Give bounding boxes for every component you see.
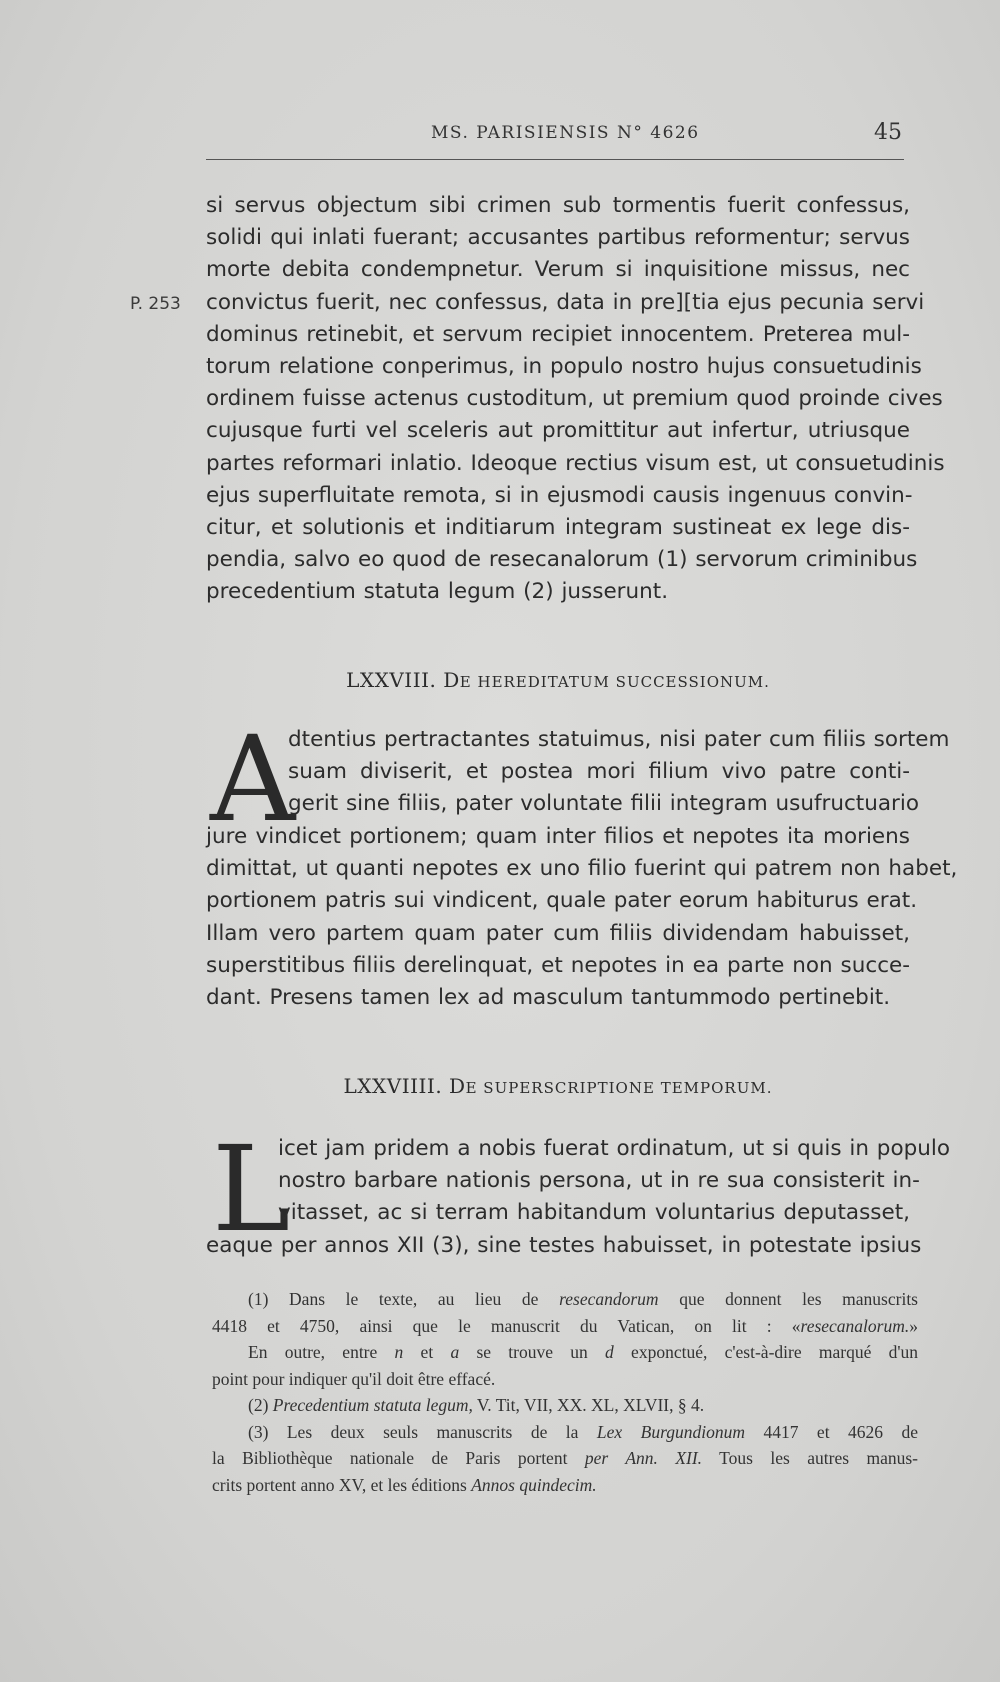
section-number: LXXVIIII. (343, 1074, 443, 1098)
footnote-text: (1) Dans le texte, au lieu de (248, 1289, 560, 1309)
section-title-initial: D (443, 668, 460, 692)
paragraph-hereditatum-opening (288, 724, 950, 821)
section-title-initial: D (449, 1074, 466, 1098)
footnote-text: En outre, entre (248, 1342, 395, 1362)
paragraph-temporum-opening (278, 1133, 950, 1230)
text-line: ordinem fuisse actenus custoditum, ut premium quod proinde cives (206, 386, 943, 412)
text-line: citur, et solutionis et inditiarum integram sustineat ex lege dis- (206, 515, 910, 541)
drop-cap-a: A (210, 710, 296, 848)
footnote-italic: d (605, 1342, 614, 1362)
footnote-1-cont (212, 1313, 918, 1340)
margin-page-reference: P. 253 (130, 294, 181, 314)
paragraph-temporum (206, 1230, 922, 1262)
text-line: cujusque furti vel sceleris aut promittitur aut infertur, utriusque (206, 418, 910, 444)
section-heading-lxxviiii (206, 1074, 910, 1098)
text-line: eaque per annos XII (3), sine testes habuisset, in potestate ipsius (206, 1233, 922, 1258)
page-header (206, 120, 906, 156)
footnote-text: crits portent anno XV, et les éditions (212, 1474, 472, 1495)
text-line: dant. Presens tamen lex ad masculum tantummodo pertinebit. (206, 985, 891, 1011)
footnote-text: 4418 et 4750, ainsi que le manuscrit du Vatican, on lit : « (212, 1315, 801, 1336)
text-line: dominus retinebit, et servum recipiet innocentem. Preterea mul- (206, 321, 910, 347)
footnote-italic: a (450, 1342, 460, 1362)
footnote-3-cont (212, 1445, 918, 1472)
footnote-3 (212, 1419, 918, 1446)
text-line: solidi qui inlati fuerant; accusantes partibus reformentur; servus (206, 225, 910, 251)
footnote-text: et (403, 1342, 451, 1362)
text-line: morte debita condempnetur. Verum si inquisitione missus, nec (206, 257, 910, 283)
section-number: LXXVIII. (346, 668, 437, 692)
section-title: E HEREDITATUM SUCCESSIONUM. (459, 673, 770, 691)
text-line: precedentium statuta legum (2) jusserunt. (206, 579, 669, 605)
text-line: si servus objectum sibi crimen sub tormentis fuerit confessus, (206, 193, 910, 218)
footnote-text: » (909, 1315, 918, 1336)
text-line: partes reformari inlatio. Ideoque rectius visum est, ut consuetudinis (206, 450, 945, 476)
text-line: gerit sine filiis, pater voluntate filii integram usufructuario (288, 791, 920, 817)
text-line: ejus superfluitate remota, si in ejusmodi causis ingenuus convin- (206, 482, 913, 508)
footnote-text: exponctué, c'est-à-dire marqué d'un (613, 1342, 919, 1362)
footnote-2 (212, 1392, 918, 1419)
footnote-italic: Precedentium statuta legum, (272, 1395, 473, 1415)
footnote-text: que donnent les manuscrits (658, 1289, 918, 1309)
footnote-italic: resecanalorum. (800, 1315, 910, 1336)
footnote-text: Tous les autres manus- (702, 1448, 918, 1468)
footnote-text: (2) (248, 1395, 273, 1415)
text-line: dtentius pertractantes statuimus, nisi pater cum filiis sortem (288, 727, 950, 752)
text-line: vitasset, ac si terram habitandum voluntarius deputasset, (278, 1200, 910, 1226)
footnotes (212, 1286, 918, 1498)
footnote-text: la Bibliothèque nationale de Paris portent (212, 1448, 585, 1468)
text-line: portionem patris sui vindicent, quale pater eorum habiturus erat. (206, 888, 918, 914)
running-title: MS. PARISIENSIS N° 4626 (431, 123, 700, 143)
header-rule (206, 159, 904, 160)
paragraph-continuation (206, 190, 945, 609)
footnote-text: 4417 et 4626 de (745, 1421, 919, 1442)
text-line: nostro barbare nationis persona, ut in re sua consisterit in- (278, 1168, 920, 1194)
text-line: jure vindicet portionem; quam inter filios et nepotes ita moriens (206, 824, 910, 849)
footnote-text: V. Tit, VII, XX. XL, XLVII, § 4. (472, 1395, 705, 1415)
footnote-text: (3) Les deux seuls manuscrits de la (248, 1421, 597, 1442)
text-line: suam diviserit, et postea mori filium vivo patre conti- (288, 759, 910, 785)
text-line: dimittat, ut quanti nepotes ex uno filio fuerint qui patrem non habet, (206, 856, 958, 882)
text-line: Illam vero partem quam pater cum filiis dividendam habuisset, (206, 920, 910, 946)
text-line: pendia, salvo eo quod de resecanalorum (1) servorum criminibus (206, 547, 918, 573)
footnote-3-end (212, 1472, 918, 1499)
footnote-text: se trouve un (459, 1342, 606, 1362)
text-line: convictus fuerit, nec confessus, data in pre][tia ejus pecunia servi (206, 289, 925, 315)
footnote-italic: Annos quindecim. (471, 1474, 597, 1495)
page-number: 45 (874, 120, 902, 145)
footnote-italic: resecandorum (559, 1289, 659, 1309)
paragraph-hereditatum (206, 821, 958, 1014)
section-title: E SUPERSCRIPTIONE TEMPORUM. (465, 1079, 773, 1097)
footnote-italic: per Ann. XII. (584, 1448, 703, 1468)
footnote-1-note-cont: point pour indiquer qu'il doit être effacé. (212, 1368, 496, 1389)
footnote-1 (212, 1286, 918, 1313)
section-heading-lxxviii (206, 668, 910, 692)
footnote-italic: Lex Burgundionum (596, 1421, 745, 1442)
text-line: superstitibus filiis derelinquat, et nepotes in ea parte non succe- (206, 952, 910, 978)
footnote-1-note (212, 1339, 918, 1366)
drop-cap-l: L (212, 1120, 291, 1258)
text-line: torum relatione conperimus, in populo nostro hujus consuetudinis (206, 354, 922, 380)
footnote-italic: n (394, 1342, 404, 1362)
text-line: icet jam pridem a nobis fuerat ordinatum, ut si quis in populo (278, 1136, 950, 1161)
